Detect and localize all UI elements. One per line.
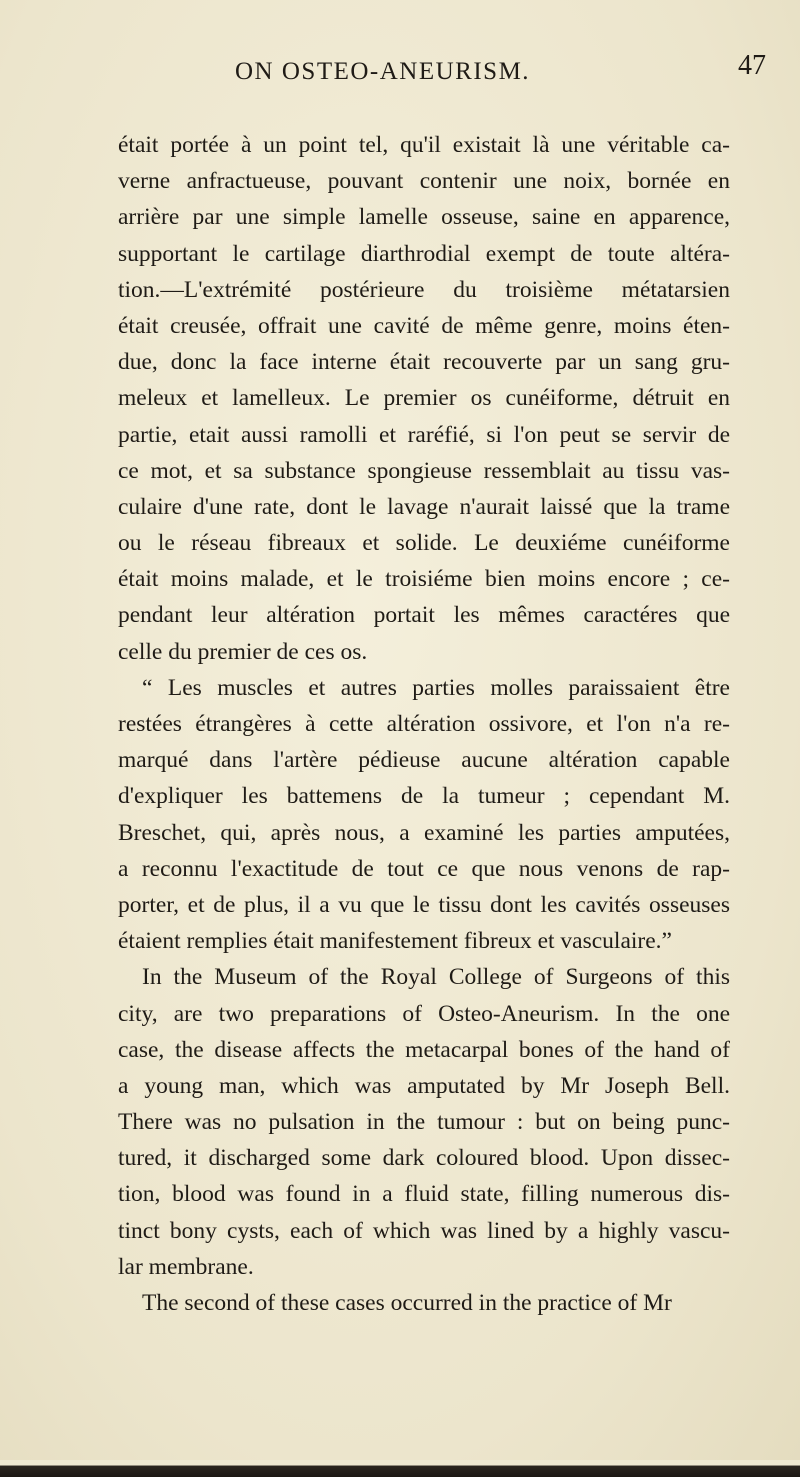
running-head [0, 50, 800, 98]
text-line: verne anfractueuse, pouvant contenir une noix, bornée en [118, 168, 730, 195]
text-line: Breschet, qui, après nous, a examiné les parties amputées, [118, 819, 730, 846]
text-line: due, donc la face interne était recouverte par un sang gru- [118, 349, 730, 376]
text-line: celle du premier de ces os. [118, 638, 368, 665]
text-line: culaire d'une rate, dont le lavage n'aurait laissé que la trame [118, 493, 730, 520]
text-line: ou le réseau fibreaux et solide. Le deuxiéme cunéiforme [118, 530, 730, 557]
text-line: partie, etait aussi ramolli et raréfié, si l'on peut se servir de [118, 421, 730, 448]
text-line: marqué dans l'artère pédieuse aucune altération capable [118, 747, 730, 774]
text-line: supportant le cartilage diarthrodial exempt de toute altéra- [118, 240, 730, 267]
text-line: case, the disease affects the metacarpal bones of the hand of [118, 1036, 730, 1063]
text-line: porter, et de plus, il a vu que le tissu dont les cavités osseuses [118, 891, 730, 918]
text-line: “ Les muscles et autres parties molles paraissaient être [142, 674, 730, 701]
text-line: était portée à un point tel, qu'il existait là une véritable ca- [118, 132, 730, 158]
text-line: The second of these cases occurred in the practice of Mr [142, 1290, 672, 1316]
text-line: restées étrangères à cette altération ossivore, et l'on n'a re- [118, 711, 730, 737]
page-number: 47 [738, 50, 766, 81]
page-bottom-edge [0, 1460, 800, 1477]
text-line: arrière par une simple lamelle osseuse, saine en apparence, [118, 204, 730, 231]
text-line: tion.—L'extrémité postérieure du troisième métatarsien [118, 276, 730, 303]
text-line: ce mot, et sa substance spongieuse ressemblait au tissu vas- [118, 457, 730, 484]
text-line: lar membrane. [118, 1253, 254, 1280]
text-line: tinct bony cysts, each of which was lined by a highly vascu- [118, 1217, 730, 1244]
text-line: étaient remplies était manifestement fibreux et vasculaire.” [118, 928, 672, 955]
text-line: city, are two preparations of Osteo-Aneurism. In the one [118, 1000, 730, 1027]
text-line: a reconnu l'exactitude de tout ce que nous venons de rap- [118, 855, 730, 882]
running-head-title: ON OSTEO-ANEURISM. [235, 58, 531, 85]
body-text [118, 127, 730, 1321]
text-line: a young man, which was amputated by Mr Joseph Bell. [118, 1072, 730, 1099]
text-line: In the Museum of the Royal College of Surgeons of this [142, 964, 730, 991]
text-line: There was no pulsation in the tumour : but on being punc- [118, 1109, 730, 1136]
text-line: d'expliquer les battemens de la tumeur ; cependant M. [118, 783, 730, 810]
text-line: meleux et lamelleux. Le premier os cunéiforme, détruit en [118, 385, 730, 412]
text-line: pendant leur altération portait les mêmes caractéres que [118, 602, 730, 629]
text-line: tured, it discharged some dark coloured blood. Upon dissec- [118, 1145, 730, 1172]
text-line: tion, blood was found in a fluid state, filling numerous dis- [118, 1181, 730, 1208]
text-line: était moins malade, et le troisiéme bien moins encore ; ce- [118, 566, 730, 593]
text-line: était creusée, offrait une cavité de même genre, moins éten- [118, 312, 730, 339]
